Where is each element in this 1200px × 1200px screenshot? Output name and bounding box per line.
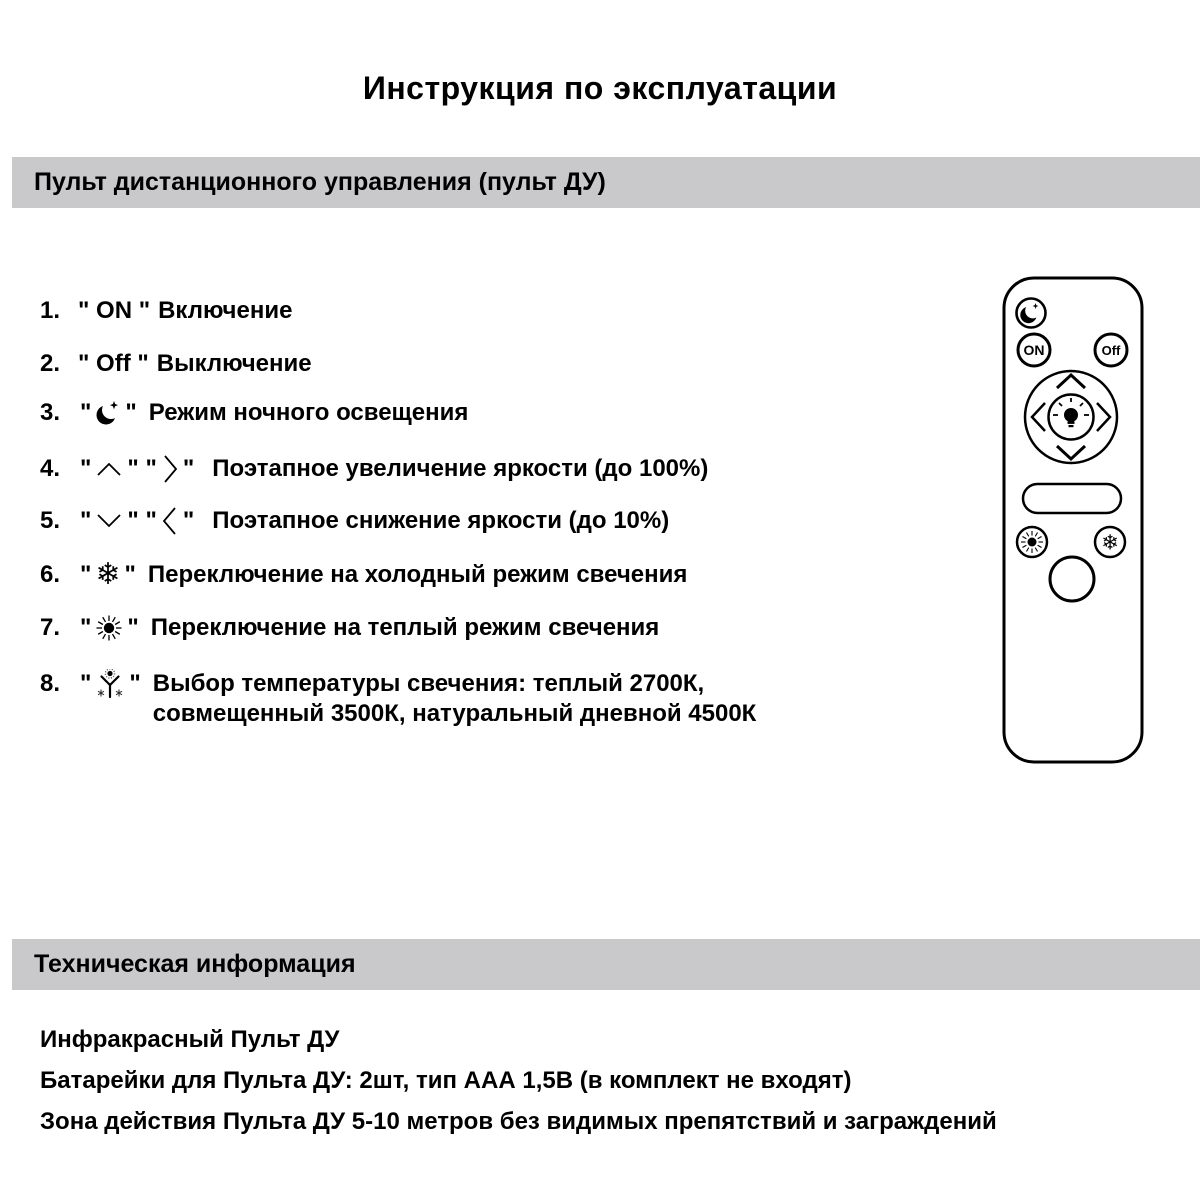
item-number: 4.: [40, 455, 61, 482]
snowflake-icon: ❄: [95, 557, 121, 592]
off-button: [1095, 334, 1127, 366]
remote-control-illustration: [1002, 276, 1144, 764]
section-header-remote: [12, 157, 1200, 208]
quote-mark: ": [80, 670, 92, 697]
quote-mark: ": [80, 561, 92, 588]
item-number: 2.: [40, 350, 61, 377]
warm-mode-button: [1017, 527, 1047, 557]
tech-info-line: Батарейки для Пульта ДУ: 2шт, тип ААА 1,5В (в комплект не входят): [40, 1067, 852, 1094]
quote-mark: ": [80, 455, 92, 482]
item-description: Выключение: [156, 350, 312, 377]
quote-marks: " ": [127, 455, 157, 482]
warm-sun-icon: [95, 614, 123, 642]
item-number: 8.: [40, 670, 61, 697]
quote-marks: " ": [127, 507, 157, 534]
item-description: Переключение на холодный режим свечения: [147, 561, 688, 588]
item-description-line2: совмещенный 3500К, натуральный дневной 4500К: [152, 700, 757, 727]
chevron-left-icon: [161, 505, 179, 537]
quote-mark: ": [182, 507, 195, 534]
snowflake-icon: ❄: [1101, 530, 1119, 555]
cold-mode-button: [1095, 527, 1125, 557]
mode-pill-button: [1023, 484, 1121, 513]
item-number: 7.: [40, 614, 61, 641]
list-item: [40, 349, 312, 379]
list-item: [40, 296, 292, 326]
page-title: Инструкция по эксплуатации: [362, 70, 838, 106]
button-key-label: " Off ": [78, 350, 149, 377]
chevron-up-icon: [95, 460, 123, 478]
on-button-label: ON: [1023, 342, 1045, 358]
quote-mark: ": [125, 399, 137, 426]
tech-info-line: Зона действия Пульта ДУ 5-10 метров без видимых препятствий и заграждений: [40, 1108, 997, 1135]
quote-mark: ": [124, 561, 136, 588]
item-number: 3.: [40, 399, 61, 426]
item-description: Поэтапное снижение яркости (до 10%): [212, 507, 670, 534]
section-header-tech: [12, 939, 1200, 990]
round-blank-button: [1050, 557, 1094, 601]
list-item: [40, 557, 688, 592]
list-item: [40, 398, 468, 428]
item-number: 1.: [40, 297, 61, 324]
moon-star-icon: [95, 399, 121, 427]
list-item: [40, 453, 708, 485]
item-description: Включение: [158, 297, 293, 324]
item-description: Переключение на теплый режим свечения: [150, 614, 660, 641]
tech-info-line: Инфракрасный Пульт ДУ: [40, 1026, 340, 1053]
on-button: [1018, 334, 1050, 366]
section-header-remote-label: Пульт дистанционного управления (пульт ДУ): [34, 168, 606, 196]
list-item: [40, 669, 756, 729]
item-number: 6.: [40, 561, 61, 588]
section-header-tech-label: Техническая информация: [34, 950, 356, 978]
list-item: [40, 505, 669, 537]
chevron-right-icon: [161, 453, 179, 485]
quote-mark: ": [182, 455, 195, 482]
temperature-select-icon: [95, 669, 125, 699]
chevron-down-icon: [95, 512, 123, 530]
off-button-label: Off: [1101, 343, 1121, 358]
item-description: Режим ночного освещения: [148, 399, 469, 426]
quote-mark: ": [127, 614, 139, 641]
list-item: [40, 613, 659, 643]
dpad: [1025, 371, 1117, 463]
quote-mark: ": [80, 399, 92, 426]
item-description: Поэтапное увеличение яркости (до 100%): [212, 455, 709, 482]
quote-mark: ": [80, 614, 92, 641]
button-key-label: " ON ": [78, 297, 151, 324]
item-description: Выбор температуры свечения: теплый 2700К,: [152, 670, 705, 697]
night-mode-button: [1017, 299, 1046, 328]
item-number: 5.: [40, 507, 61, 534]
quote-mark: ": [80, 507, 92, 534]
quote-mark: ": [129, 670, 141, 697]
